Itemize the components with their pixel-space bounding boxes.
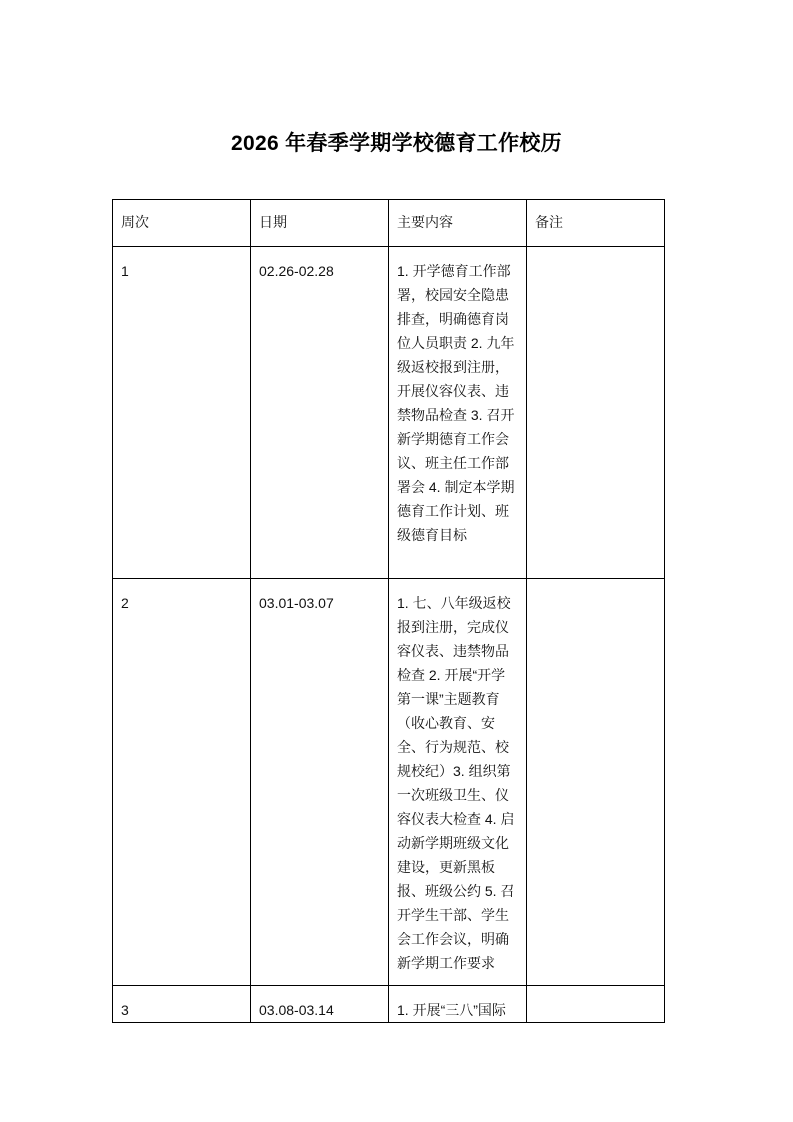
school-calendar-table	[112, 199, 665, 1023]
content-cell: 1. 开展“三八”国际	[389, 986, 527, 1023]
header-remarks: 备注	[527, 200, 665, 247]
content-cell: 1. 七、八年级返校报到注册，完成仪容仪表、违禁物品检查 2. 开展“开学第一课”主题教育（收心教育、安全、行为规范、校规校纪）3. 组织第一次班级卫生、仪容仪表大检查 4. 启动新学期班级文化建设，更新黑板报、班级公约 5. 召开学生干部、学生会工作会议，明确新学期工作要求	[389, 579, 527, 986]
table-row	[113, 986, 665, 1023]
remarks-cell	[527, 579, 665, 986]
table-row	[113, 579, 665, 986]
header-date: 日期	[251, 200, 389, 247]
header-week: 周次	[113, 200, 251, 247]
page-title: 2026 年春季学期学校德育工作校历	[231, 132, 562, 155]
date-cell: 03.08-03.14	[251, 986, 389, 1023]
date-cell: 02.26-02.28	[251, 247, 389, 579]
week-cell: 2	[113, 579, 251, 986]
remarks-cell	[527, 986, 665, 1023]
date-cell: 03.01-03.07	[251, 579, 389, 986]
content-cell: 1. 开学德育工作部署，校园安全隐患排查，明确德育岗位人员职责 2. 九年级返校报到注册，开展仪容仪表、违禁物品检查 3. 召开新学期德育工作会议、班主任工作部署会 4. 制定本学期德育工作计划、班级德育目标	[389, 247, 527, 579]
week-cell: 3	[113, 986, 251, 1023]
remarks-cell	[527, 247, 665, 579]
week-cell: 1	[113, 247, 251, 579]
table-header-row	[113, 200, 665, 247]
table-row	[113, 247, 665, 579]
header-content: 主要内容	[389, 200, 527, 247]
